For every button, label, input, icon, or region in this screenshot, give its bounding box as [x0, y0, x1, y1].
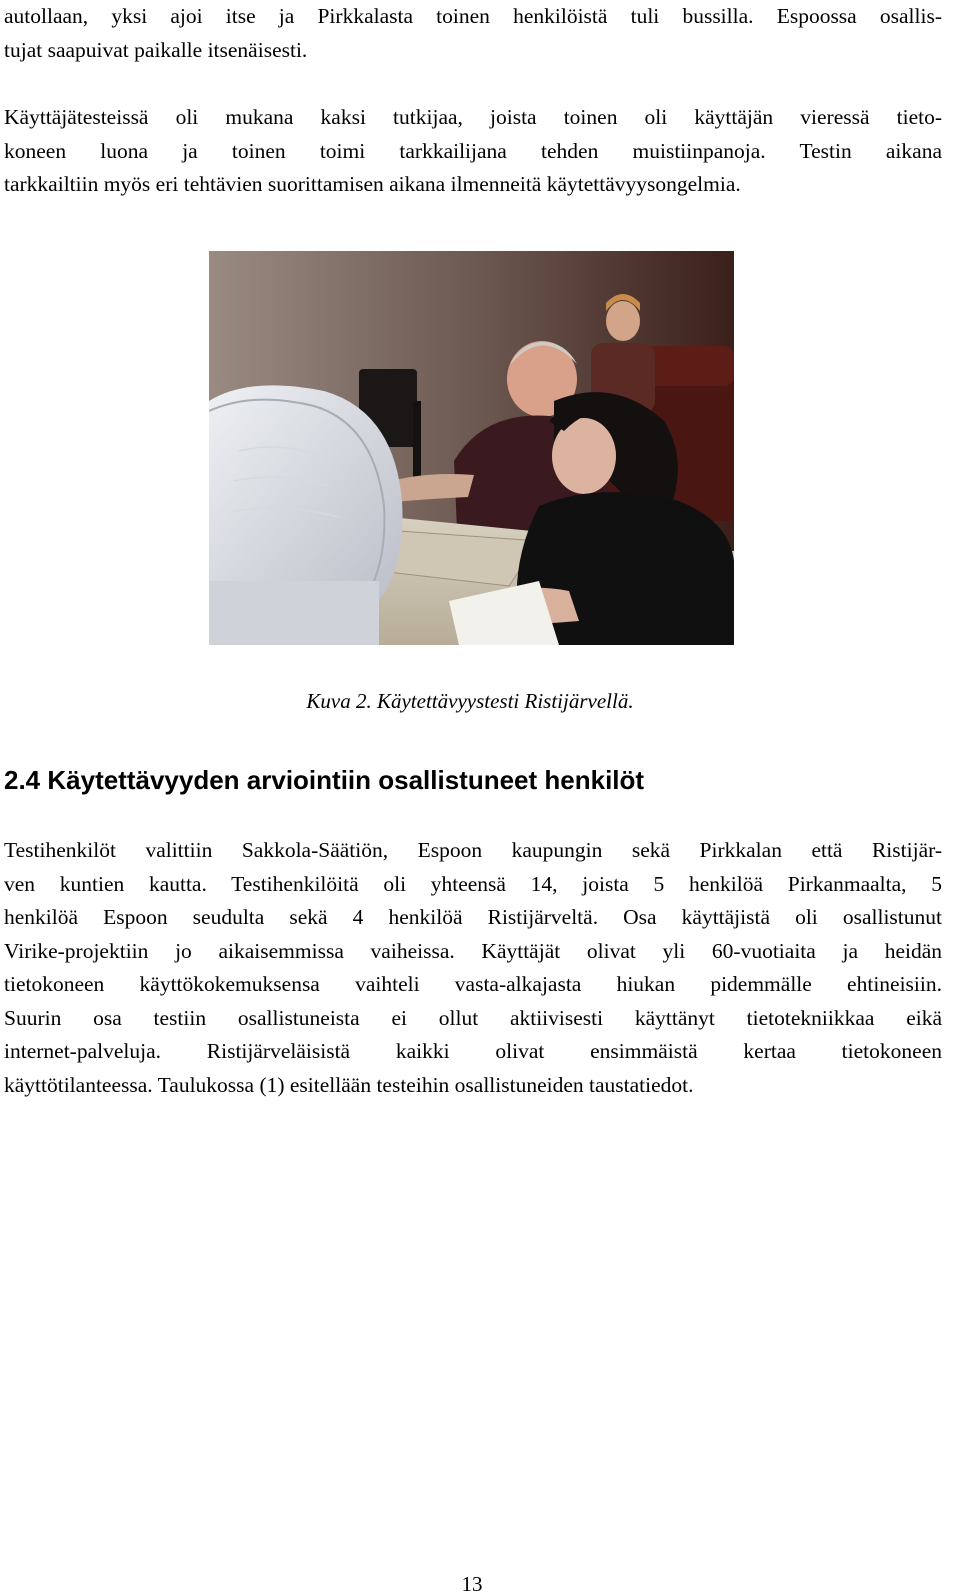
- text-line: käyttötilanteessa. Taulukossa (1) esitellään testeihin osallistuneiden taustatiedot.: [4, 1072, 694, 1097]
- usability-test-photo: [209, 251, 734, 645]
- text-line: Virike-projektiin jo aikaisemmissa vaiheissa. Käyttäjät olivat yli 60-vuotiaita ja heidän: [4, 938, 942, 963]
- paragraph-participants: [4, 834, 942, 1102]
- figure-caption: Kuva 2. Käytettävyystesti Ristijärvellä.: [306, 689, 634, 713]
- text-line: Käyttäjätesteissä oli mukana kaksi tutkijaa, joista toinen oli käyttäjän vieressä tieto-: [4, 105, 942, 129]
- paragraph-transport: [4, 0, 942, 67]
- text-line: autollaan, yksi ajoi itse ja Pirkkalasta toinen henkilöistä tuli bussilla. Espoossa osallis-: [4, 4, 942, 28]
- text-line: Suurin osa testiin osallistuneista ei ollut aktiivisesti käyttänyt tietotekniikkaa eikä: [4, 1005, 942, 1030]
- page-number: 13: [461, 1572, 483, 1596]
- paragraph-researchers: [4, 101, 942, 202]
- text-line: tarkkailtiin myös eri tehtävien suorittamisen aikana ilmenneitä käytettävyysongelmia.: [4, 172, 741, 196]
- text-line: tietokoneen käyttökokemuksensa vaihteli vasta-alkajasta hiukan pidemmälle ehtineisiin.: [4, 972, 942, 996]
- text-line: internet-palveluja. Ristijärveläisistä kaikki olivat ensimmäistä kertaa tietokoneen: [4, 1039, 942, 1063]
- text-line: tujat saapuivat paikalle itsenäisesti.: [4, 37, 308, 62]
- text-line: koneen luona ja toinen toimi tarkkailijana tehden muistiinpanoja. Testin aikana: [4, 138, 942, 163]
- section-heading: 2.4 Käytettävyyden arviointiin osallistuneet henkilöt: [4, 765, 645, 795]
- text-line: henkilöä Espoon seudulta sekä 4 henkilöä Ristijärveltä. Osa käyttäjistä oli osallistunut: [4, 905, 942, 929]
- text-line: Testihenkilöt valittiin Sakkola-Säätiön, Espoon kaupungin sekä Pirkkalan että Ristijär-: [4, 838, 942, 862]
- text-line: ven kuntien kautta. Testihenkilöitä oli yhteensä 14, joista 5 henkilöä Pirkanmaalta, 5: [4, 871, 942, 896]
- photo-illustration: [209, 251, 734, 645]
